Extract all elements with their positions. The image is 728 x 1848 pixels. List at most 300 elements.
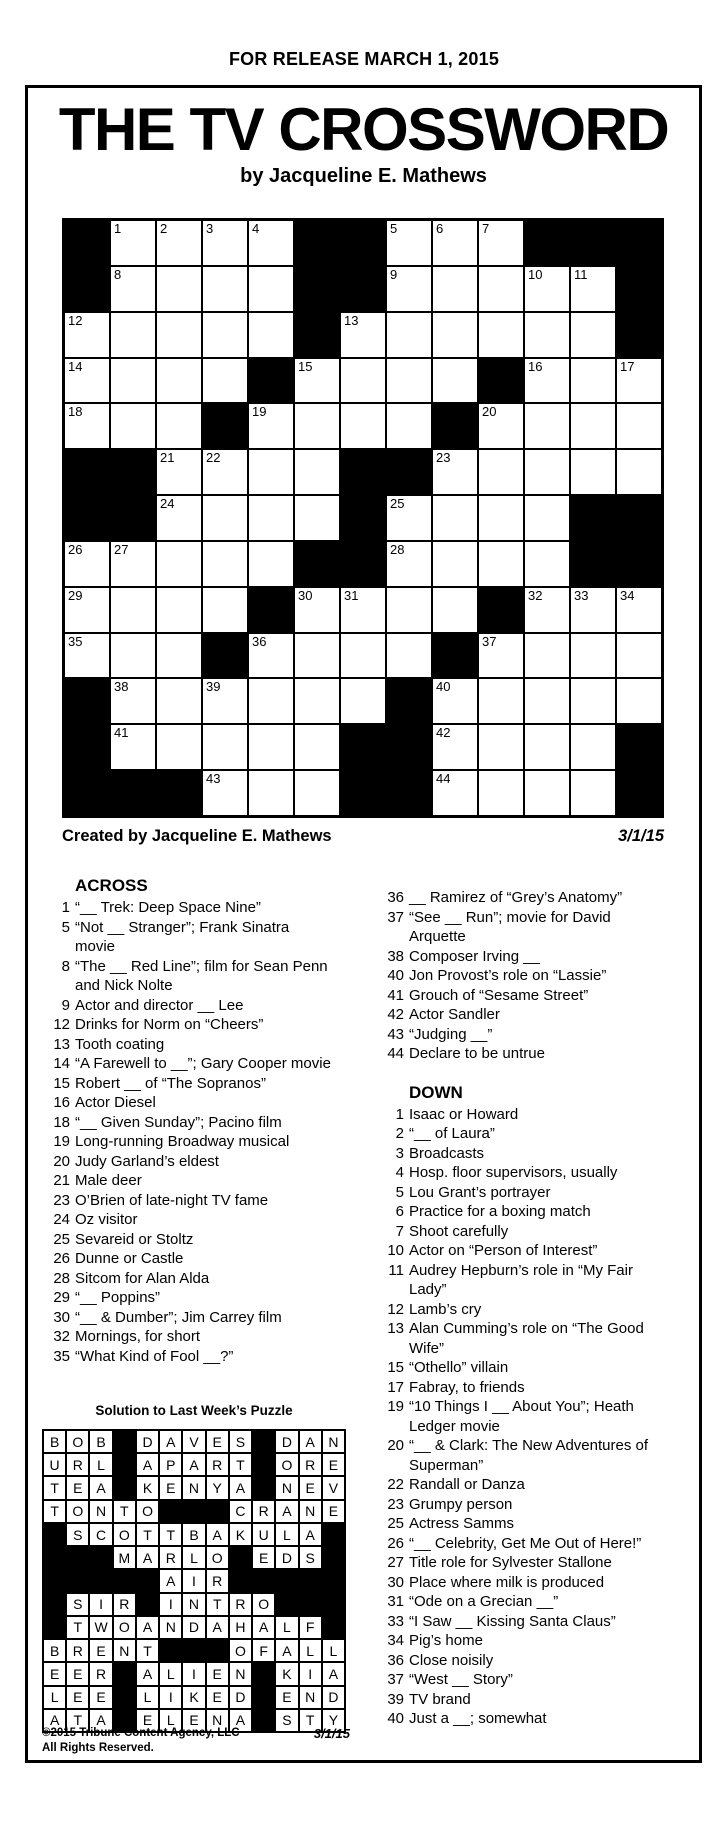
- solution-cell-letter: K: [230, 1524, 251, 1545]
- solution-cell-letter: E: [44, 1663, 65, 1684]
- solution-cell-letter: L: [276, 1524, 297, 1545]
- grid-cell[interactable]: [616, 587, 662, 633]
- grid-cell[interactable]: [202, 495, 248, 541]
- grid-cell-black: [202, 633, 248, 679]
- clue-number: 19: [53, 1133, 70, 1150]
- clue-item: [380, 1495, 680, 1515]
- grid-cell[interactable]: [524, 495, 570, 541]
- grid-cell[interactable]: [156, 403, 202, 449]
- solution-cell-letter: E: [253, 1547, 274, 1568]
- grid-cell[interactable]: [570, 266, 616, 312]
- grid-cell[interactable]: [340, 587, 386, 633]
- grid-cell[interactable]: [248, 495, 294, 541]
- solution-cell-letter: A: [207, 1617, 228, 1638]
- grid-cell[interactable]: [156, 541, 202, 587]
- solution-cell-letter: A: [160, 1570, 181, 1591]
- grid-cell[interactable]: [64, 587, 110, 633]
- grid-cell-black: [616, 724, 662, 770]
- grid-cell[interactable]: [202, 587, 248, 633]
- grid-cell[interactable]: [570, 633, 616, 679]
- grid-cell-black: [248, 358, 294, 404]
- grid-cell-black: [340, 495, 386, 541]
- clue-number: 2: [395, 1125, 404, 1142]
- grid-cell[interactable]: [432, 449, 478, 495]
- clue-item: [46, 1269, 346, 1289]
- down-clues-list: [380, 1105, 680, 1729]
- solution-cell-letter: I: [90, 1594, 111, 1615]
- clue-text: “West __ Story”: [409, 1671, 513, 1688]
- grid-cell[interactable]: [156, 449, 202, 495]
- clue-item: [46, 1015, 346, 1035]
- solution-cell-letter: L: [183, 1547, 204, 1568]
- grid-cell[interactable]: [432, 678, 478, 724]
- grid-cell[interactable]: [570, 587, 616, 633]
- grid-cell[interactable]: [478, 220, 524, 266]
- clue-item: [380, 1358, 680, 1378]
- grid-cell[interactable]: [386, 266, 432, 312]
- grid-cell[interactable]: [570, 449, 616, 495]
- solution-cell-black: [44, 1570, 65, 1591]
- grid-cell[interactable]: [570, 358, 616, 404]
- grid-cell[interactable]: [248, 403, 294, 449]
- solution-cell-letter: E: [67, 1687, 88, 1708]
- clue-item: [46, 1054, 346, 1074]
- solution-cell-letter: O: [207, 1547, 228, 1568]
- solution-cell-letter: A: [253, 1617, 274, 1638]
- grid-cell[interactable]: [616, 358, 662, 404]
- grid-cell-number: 31: [344, 587, 359, 603]
- grid-cell[interactable]: [478, 495, 524, 541]
- solution-cell-letter: A: [300, 1524, 321, 1545]
- grid-cell[interactable]: [340, 312, 386, 358]
- grid-cell[interactable]: [156, 312, 202, 358]
- grid-cell[interactable]: [616, 449, 662, 495]
- clue-number: 30: [387, 1573, 404, 1591]
- clue-number: 5: [61, 918, 70, 936]
- clue-text: “Ode on a Grecian __”: [409, 1593, 559, 1610]
- clue-text: Actor Sandler: [409, 1006, 500, 1023]
- grid-cell[interactable]: [524, 587, 570, 633]
- clue-text: Alan Cumming’s role on “The Good Wife”: [409, 1320, 644, 1357]
- grid-cell[interactable]: [432, 266, 478, 312]
- grid-cell-number: 7: [482, 221, 490, 236]
- solution-cell-letter: Y: [323, 1710, 344, 1731]
- solution-cell-letter: N: [323, 1431, 344, 1452]
- grid-cell[interactable]: [294, 495, 340, 541]
- grid-cell-black: [294, 541, 340, 587]
- solution-cell-black: [44, 1524, 65, 1545]
- grid-cell[interactable]: [110, 633, 156, 679]
- grid-cell-black: [340, 724, 386, 770]
- created-row: [62, 827, 664, 846]
- clue-item: [380, 1105, 680, 1125]
- grid-cell-number: 43: [206, 771, 221, 787]
- solution-cell-letter: C: [90, 1524, 111, 1545]
- solution-cell-letter: S: [67, 1524, 88, 1545]
- clue-number: 20: [53, 1152, 70, 1170]
- clue-text: Close noisily: [409, 1651, 494, 1669]
- grid-cell[interactable]: [478, 403, 524, 449]
- grid-cell[interactable]: [432, 495, 478, 541]
- clue-text: Robert __ of “The Sopranos”: [75, 1074, 266, 1092]
- clue-number: 13: [53, 1035, 70, 1053]
- grid-cell-black: [386, 724, 432, 770]
- grid-cell-number: 12: [68, 312, 83, 328]
- clue-item: [380, 1378, 680, 1398]
- grid-cell[interactable]: [248, 633, 294, 679]
- grid-cell-black: [386, 449, 432, 495]
- grid-cell-number: 5: [390, 221, 398, 236]
- clue-item: [380, 1690, 680, 1710]
- grid-cell[interactable]: [156, 220, 202, 266]
- grid-cell[interactable]: [570, 403, 616, 449]
- clue-text: “10 Things I __ About You”; Heath Ledger movie: [409, 1398, 634, 1435]
- grid-cell[interactable]: [110, 312, 156, 358]
- grid-cell[interactable]: [432, 770, 478, 816]
- grid-cell[interactable]: [110, 678, 156, 724]
- clue-number: 1: [395, 1105, 404, 1123]
- clue-item: [380, 1202, 680, 1222]
- clue-number: 15: [387, 1359, 404, 1376]
- solution-cell-letter: N: [300, 1501, 321, 1522]
- grid-cell[interactable]: [248, 220, 294, 266]
- grid-cell[interactable]: [156, 358, 202, 404]
- grid-cell-black: [64, 266, 110, 312]
- grid-cell[interactable]: [156, 587, 202, 633]
- grid-cell[interactable]: [64, 358, 110, 404]
- grid-cell-number: 21: [160, 450, 175, 466]
- grid-cell-black: [478, 587, 524, 633]
- grid-cell[interactable]: [248, 312, 294, 358]
- clue-text: Long-running Broadway musical: [75, 1133, 290, 1150]
- grid-cell-number: 44: [436, 771, 451, 787]
- grid-cell[interactable]: [294, 678, 340, 724]
- grid-cell[interactable]: [524, 266, 570, 312]
- grid-cell[interactable]: [386, 220, 432, 266]
- grid-cell-black: [616, 220, 662, 266]
- solution-cell-letter: D: [137, 1431, 158, 1452]
- clue-text: Male deer: [75, 1172, 142, 1189]
- solution-cell-letter: L: [44, 1687, 65, 1708]
- solution-cell-letter: R: [230, 1594, 251, 1615]
- grid-cell[interactable]: [386, 403, 432, 449]
- grid-cell[interactable]: [524, 449, 570, 495]
- grid-cell[interactable]: [478, 770, 524, 816]
- grid-cell[interactable]: [616, 633, 662, 679]
- solution-cell-letter: N: [160, 1617, 181, 1638]
- grid-cell[interactable]: [156, 678, 202, 724]
- grid-cell-number: 17: [620, 358, 635, 374]
- grid-cell[interactable]: [570, 724, 616, 770]
- grid-cell[interactable]: [202, 770, 248, 816]
- grid-cell-number: 1: [114, 221, 122, 236]
- clue-item: [46, 996, 346, 1016]
- solution-cell-black: [323, 1547, 344, 1568]
- solution-cell-letter: T: [207, 1594, 228, 1615]
- grid-cell-number: 28: [390, 541, 405, 557]
- grid-cell-number: 4: [252, 221, 260, 236]
- clue-item: [46, 1074, 346, 1094]
- clue-item: [380, 1261, 680, 1300]
- clue-number: 36: [387, 889, 404, 906]
- clue-item: [380, 1631, 680, 1651]
- solution-cell-black: [323, 1617, 344, 1638]
- grid-cell-black: [386, 678, 432, 724]
- grid-cell[interactable]: [432, 220, 478, 266]
- solution-cell-letter: E: [90, 1640, 111, 1661]
- grid-cell[interactable]: [340, 678, 386, 724]
- grid-cell[interactable]: [202, 266, 248, 312]
- grid-cell-black: [248, 587, 294, 633]
- grid-cell[interactable]: [294, 770, 340, 816]
- solution-cell-black: [323, 1570, 344, 1591]
- grid-cell[interactable]: [64, 312, 110, 358]
- grid-cell-black: [570, 495, 616, 541]
- grid-cell[interactable]: [524, 724, 570, 770]
- grid-cell[interactable]: [478, 678, 524, 724]
- grid-cell[interactable]: [202, 220, 248, 266]
- solution-cell-letter: T: [114, 1501, 135, 1522]
- clue-number: 16: [53, 1094, 70, 1111]
- solution-cell-black: [207, 1501, 228, 1522]
- clue-item: [46, 1113, 346, 1133]
- solution-cell-letter: E: [90, 1687, 111, 1708]
- grid-cell-number: 34: [620, 587, 635, 603]
- grid-cell[interactable]: [524, 403, 570, 449]
- clue-text: “See __ Run”; movie for David Arquette: [409, 908, 611, 945]
- grid-cell[interactable]: [202, 724, 248, 770]
- clue-number: 7: [395, 1222, 404, 1240]
- grid-cell[interactable]: [110, 220, 156, 266]
- clue-number: 24: [53, 1211, 70, 1228]
- grid-cell[interactable]: [248, 266, 294, 312]
- grid-cell[interactable]: [524, 678, 570, 724]
- across-clues-continued-list: [380, 888, 680, 1064]
- solution-cell-black: [114, 1570, 135, 1591]
- grid-cell[interactable]: [110, 541, 156, 587]
- grid-cell[interactable]: [570, 312, 616, 358]
- grid-cell[interactable]: [202, 312, 248, 358]
- grid-cell[interactable]: [478, 724, 524, 770]
- clue-text: Lou Grant’s portrayer: [409, 1183, 551, 1201]
- grid-cell-number: 10: [528, 266, 543, 282]
- grid-cell[interactable]: [386, 358, 432, 404]
- grid-cell-black: [340, 266, 386, 312]
- grid-cell[interactable]: [524, 770, 570, 816]
- grid-cell-number: 18: [68, 404, 83, 420]
- solution-cell-letter: L: [160, 1663, 181, 1684]
- grid-cell[interactable]: [340, 403, 386, 449]
- clue-text: “What Kind of Fool __?”: [75, 1347, 234, 1365]
- solution-cell-black: [160, 1501, 181, 1522]
- grid-cell[interactable]: [432, 541, 478, 587]
- grid-cell[interactable]: [478, 541, 524, 587]
- solution-cell-letter: O: [230, 1640, 251, 1661]
- solution-cell-letter: T: [67, 1617, 88, 1638]
- solution-cell-letter: M: [114, 1547, 135, 1568]
- grid-cell[interactable]: [110, 403, 156, 449]
- clue-text: Actor and director __ Lee: [75, 996, 244, 1014]
- clue-item: [46, 1191, 346, 1211]
- clue-number: 28: [53, 1269, 70, 1287]
- grid-cell[interactable]: [156, 266, 202, 312]
- solution-cell-letter: E: [67, 1663, 88, 1684]
- grid-cell[interactable]: [156, 495, 202, 541]
- grid-cell-number: 39: [206, 679, 221, 695]
- grid-cell[interactable]: [340, 633, 386, 679]
- clue-text: Pig’s home: [409, 1632, 483, 1649]
- clue-item: [46, 957, 346, 996]
- grid-cell[interactable]: [202, 449, 248, 495]
- clue-number: 19: [387, 1398, 404, 1415]
- clue-item: [380, 947, 680, 967]
- solution-cell-letter: F: [253, 1640, 274, 1661]
- grid-cell[interactable]: [478, 449, 524, 495]
- grid-cell[interactable]: [202, 541, 248, 587]
- grid-cell[interactable]: [110, 266, 156, 312]
- solution-cell-black: [276, 1594, 297, 1615]
- grid-cell[interactable]: [110, 587, 156, 633]
- solution-cell-letter: T: [44, 1477, 65, 1498]
- clue-text: Broadcasts: [409, 1144, 485, 1162]
- grid-cell[interactable]: [432, 724, 478, 770]
- grid-cell[interactable]: [524, 312, 570, 358]
- solution-cell-letter: E: [207, 1431, 228, 1452]
- grid-cell[interactable]: [294, 449, 340, 495]
- grid-cell[interactable]: [294, 724, 340, 770]
- solution-cell-letter: O: [276, 1454, 297, 1475]
- crossword-grid: [62, 218, 664, 818]
- clue-text: “__ Celebrity, Get Me Out of Here!”: [409, 1534, 642, 1552]
- grid-cell[interactable]: [570, 770, 616, 816]
- clue-item: [46, 1093, 346, 1113]
- copyright-line2: All Rights Reserved.: [42, 1742, 154, 1754]
- grid-cell[interactable]: [478, 266, 524, 312]
- grid-cell[interactable]: [294, 633, 340, 679]
- grid-cell[interactable]: [156, 724, 202, 770]
- grid-cell[interactable]: [64, 541, 110, 587]
- solution-cell-letter: R: [67, 1454, 88, 1475]
- grid-cell[interactable]: [294, 358, 340, 404]
- grid-cell[interactable]: [202, 678, 248, 724]
- solution-cell-letter: K: [183, 1687, 204, 1708]
- clue-text: Place where milk is produced: [409, 1573, 605, 1591]
- clue-number: 35: [53, 1347, 70, 1365]
- clue-text: Declare to be untrue: [409, 1045, 545, 1062]
- clue-item: [380, 1475, 680, 1495]
- grid-cell[interactable]: [110, 724, 156, 770]
- grid-cell[interactable]: [386, 541, 432, 587]
- clue-number: 12: [53, 1016, 70, 1033]
- grid-cell[interactable]: [570, 678, 616, 724]
- solution-cell-letter: E: [207, 1687, 228, 1708]
- grid-cell[interactable]: [524, 633, 570, 679]
- grid-cell-number: 41: [114, 725, 129, 741]
- solution-cell-letter: E: [323, 1501, 344, 1522]
- created-by-text: Created by Jacqueline E. Mathews: [62, 827, 332, 845]
- grid-cell[interactable]: [156, 633, 202, 679]
- grid-cell[interactable]: [386, 312, 432, 358]
- grid-cell[interactable]: [616, 678, 662, 724]
- grid-cell-number: 16: [528, 358, 543, 374]
- grid-cell-black: [294, 312, 340, 358]
- solution-cell-letter: A: [300, 1431, 321, 1452]
- clue-text: Judy Garland’s eldest: [75, 1152, 219, 1170]
- grid-cell-number: 42: [436, 725, 451, 741]
- grid-cell[interactable]: [478, 312, 524, 358]
- clue-item: [46, 1249, 346, 1269]
- grid-cell[interactable]: [294, 403, 340, 449]
- solution-cell-letter: E: [207, 1663, 228, 1684]
- clue-number: 27: [387, 1554, 404, 1571]
- grid-cell[interactable]: [478, 633, 524, 679]
- clue-number: 40: [387, 967, 404, 984]
- clue-text: Audrey Hepburn’s role in “My Fair Lady”: [409, 1261, 633, 1298]
- grid-cell[interactable]: [616, 403, 662, 449]
- clue-number: 40: [387, 1710, 404, 1727]
- clue-text: Shoot carefully: [409, 1222, 509, 1240]
- release-line: FOR RELEASE MARCH 1, 2015: [228, 49, 500, 69]
- grid-cell[interactable]: [524, 358, 570, 404]
- clue-text: Actor on “Person of Interest”: [409, 1242, 598, 1259]
- grid-cell-black: [64, 495, 110, 541]
- clue-item: [380, 1319, 680, 1358]
- grid-cell-black: [432, 403, 478, 449]
- clue-item: [380, 1397, 680, 1436]
- grid-cell[interactable]: [340, 358, 386, 404]
- grid-cell-number: 2: [160, 221, 168, 236]
- solution-cell-black: [253, 1477, 274, 1498]
- grid-cell-number: 29: [68, 587, 83, 603]
- clue-number: 14: [53, 1055, 70, 1072]
- grid-cell[interactable]: [248, 724, 294, 770]
- clue-item: [380, 1163, 680, 1183]
- grid-cell[interactable]: [202, 358, 248, 404]
- solution-cell-letter: B: [90, 1431, 111, 1452]
- grid-cell-number: 15: [298, 358, 313, 374]
- grid-cell[interactable]: [386, 587, 432, 633]
- grid-cell[interactable]: [294, 587, 340, 633]
- grid-cell[interactable]: [432, 358, 478, 404]
- grid-cell-black: [64, 724, 110, 770]
- solution-cell-letter: C: [230, 1501, 251, 1522]
- grid-cell[interactable]: [248, 541, 294, 587]
- grid-cell-black: [64, 770, 110, 816]
- grid-cell[interactable]: [248, 449, 294, 495]
- clue-number: 31: [387, 1593, 404, 1610]
- grid-cell[interactable]: [432, 312, 478, 358]
- solution-date: 3/1/15: [313, 1726, 350, 1741]
- grid-cell[interactable]: [432, 587, 478, 633]
- grid-cell[interactable]: [110, 358, 156, 404]
- solution-cell-black: [137, 1594, 158, 1615]
- clue-number: 20: [387, 1437, 404, 1454]
- grid-cell[interactable]: [64, 633, 110, 679]
- grid-cell[interactable]: [248, 770, 294, 816]
- grid-cell[interactable]: [248, 678, 294, 724]
- clue-item: [46, 1288, 346, 1308]
- solution-cell-letter: A: [276, 1501, 297, 1522]
- grid-cell[interactable]: [524, 541, 570, 587]
- grid-cell-number: 13: [344, 312, 359, 328]
- grid-cell[interactable]: [386, 495, 432, 541]
- clue-number: 12: [387, 1300, 404, 1318]
- grid-cell[interactable]: [386, 633, 432, 679]
- solution-cell-letter: E: [183, 1710, 204, 1731]
- clue-text: Sevareid or Stoltz: [75, 1230, 194, 1248]
- grid-cell[interactable]: [64, 403, 110, 449]
- clue-number: 33: [387, 1612, 404, 1630]
